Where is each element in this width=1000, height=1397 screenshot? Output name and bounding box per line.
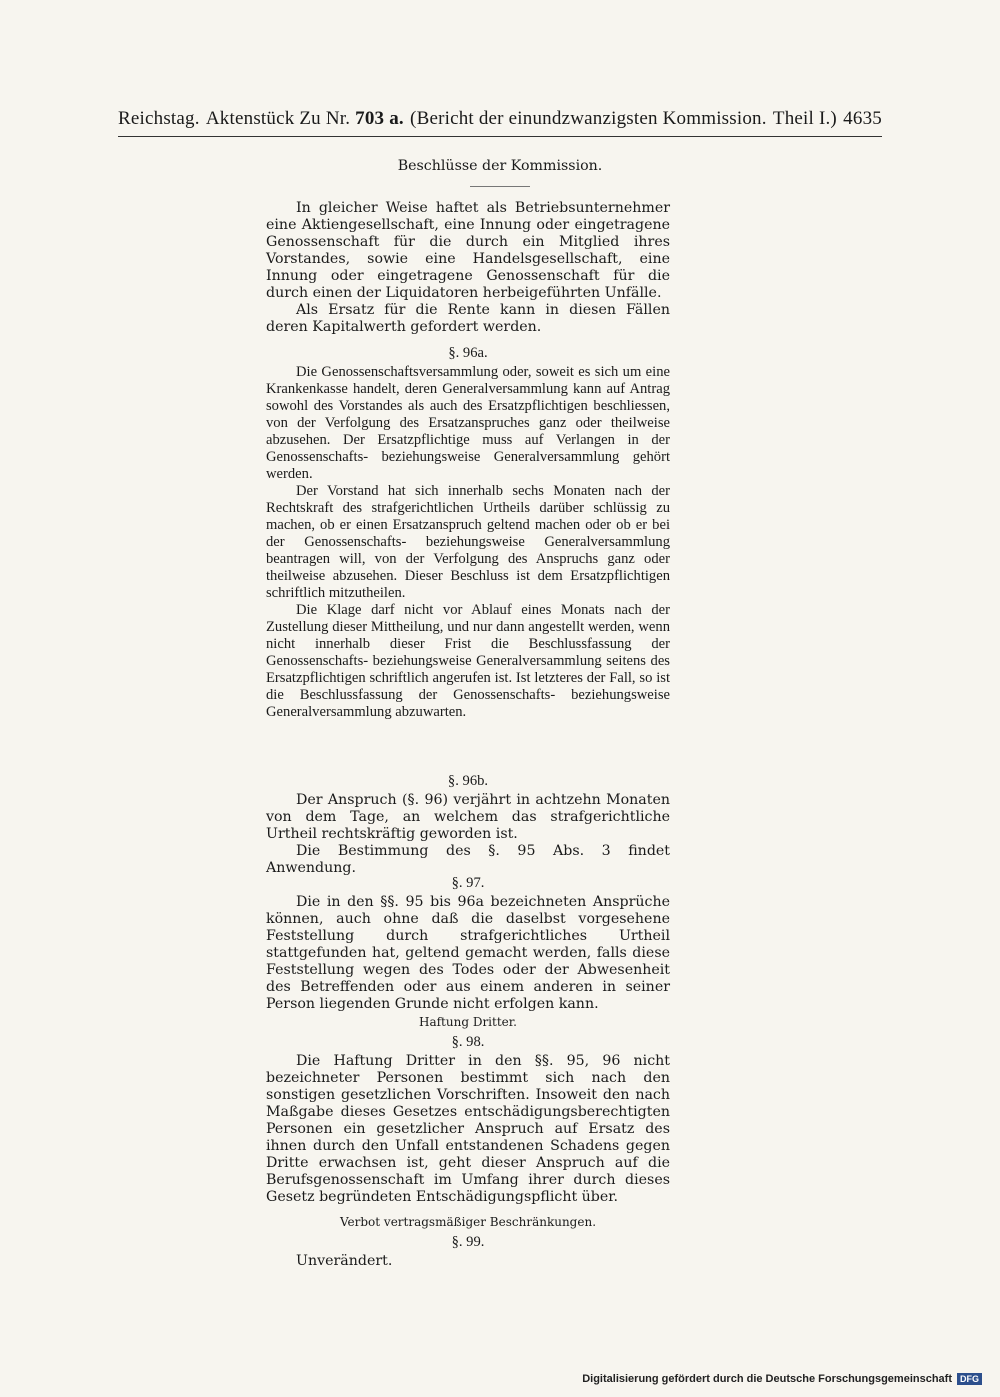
section-heading: §. 96b.: [447, 773, 489, 789]
page-number: 4635: [843, 108, 882, 129]
section-subtitle: Haftung Dritter.: [418, 1015, 517, 1029]
paragraph: Die in den §§. 95 bis 96a bezeichneten Ansprüche können, auch ohne daß die daselbst vorgesehene Feststellung durch strafgerichtliches Urtheil stattgefunden hat, geltend gemacht werden, falls diese Feststellung wegen des Todes oder der Abwesenheit des Betreffenden oder aus einem anderen in seiner Person liegenden Grunde nicht erfolgen kann.: [266, 894, 670, 1012]
section-heading: §. 98.: [451, 1034, 485, 1050]
header-rule: [118, 136, 882, 137]
section-heading: §. 96a.: [448, 345, 488, 361]
digitization-credit: [582, 1373, 982, 1385]
paragraph: In gleicher Weise haftet als Betriebsunternehmer eine Aktiengesellschaft, eine Innung oder eingetragene Genossenschaft für die durch ein Mitglied ihres Vorstandes, sowie eine Handelsgesellschaft, eine Innung oder eingetragene Genossenschaft für die durch einen der Liquidatoren herbeigeführten Unfälle.: [266, 200, 670, 301]
paragraph: Die Haftung Dritter in den §§. 95, 96 nicht bezeichneter Personen bestimmt sich nach den sonstigen gesetzlichen Vorschriften. Insoweit den nach Maßgabe dieses Gesetzes entschädigungsberechtigten Personen ein gesetzlicher Anspruch auf Ersatz des ihnen durch den Unfall entstandenen Schadens gegen Dritte erwachsen ist, geht dieser Anspruch auf die Berufsgenossenschaft im Umfang ihrer durch dieses Gesetz begründeten Entschädigungspflicht über.: [266, 1053, 670, 1205]
page-title: Beschlüsse der Kommission.: [397, 158, 603, 174]
credit-text: Digitalisierung gefördert durch die Deutsche Forschungsgemeinschaft: [582, 1373, 952, 1385]
section-98: [266, 1014, 670, 1206]
paragraph: Der Vorstand hat sich innerhalb sechs Monaten nach der Rechtskraft des strafgerichtlichen Urtheils darüber schlüssig zu machen, ob er einen Ersatzanspruch geltend machen oder ob er bei der Genossenschafts- beziehungsweise Generalversammlung beantragen will, von der Verfolgung des Anspruchs ganz oder theilweise abzusehen. Dieser Beschluss ist dem Ersatzpflichtigen schriftlich mitzutheilen.: [266, 483, 670, 601]
section-99: [266, 1214, 670, 1270]
title-rule: [470, 186, 530, 187]
header-aktenstueck: Aktenstück Zu Nr. 703 a.: [205, 108, 404, 129]
section-96a: [266, 342, 670, 721]
section-subtitle: Verbot vertragsmäßiger Beschränkungen.: [339, 1215, 597, 1229]
header-theil: Theil I.): [772, 108, 837, 129]
header-reichstag: Reichstag.: [118, 108, 200, 129]
paragraph: Unverändert.: [296, 1253, 393, 1269]
dfg-logo: DFG: [957, 1373, 982, 1385]
section-96b: [266, 770, 670, 877]
section-heading: §. 97.: [451, 875, 485, 891]
paragraph: Die Genossenschaftsversammlung oder, soweit es sich um eine Krankenkasse handelt, deren Generalversammlung kann auf Antrag sowohl des Vorstandes als auch des Ersatzpflichtigen beschliessen, von der Verfolgung des Ersatzanspruches ganz oder theilweise abzusehen. Der Ersatzpflichtige muss auf Verlangen in der Genossenschafts- beziehungsweise Generalversammlung gehört werden.: [266, 364, 670, 482]
block-1: [266, 200, 670, 336]
section-heading: §. 99.: [451, 1234, 485, 1250]
paragraph: Die Klage darf nicht vor Ablauf eines Monats nach der Zustellung dieser Mittheilung, und nur dann angestellt werden, wenn nicht innerhalb dieser Frist die Beschlussfassung der Genossenschafts- beziehungsweise Generalversammlung seitens des Ersatzpflichtigen schriftlich angerufen ist. Ist letzteres der Fall, so ist die Beschlussfassung der Genossenschafts- beziehungsweise Generalversammlung abzuwarten.: [266, 602, 670, 720]
paragraph: Die Bestimmung des §. 95 Abs. 3 findet Anwendung.: [266, 843, 670, 876]
header-bericht: (Bericht der einundzwanzigsten Kommission.: [410, 108, 767, 129]
paragraph: Als Ersatz für die Rente kann in diesen Fällen deren Kapitalwerth gefordert werden.: [266, 302, 670, 335]
paragraph: Der Anspruch (§. 96) verjährt in achtzehn Monaten von dem Tage, an welchem das strafgerichtliche Urtheil rechtskräftig geworden ist.: [266, 792, 670, 842]
section-97: [266, 872, 670, 1013]
running-header: [118, 108, 882, 130]
header-number: 703 a.: [355, 108, 404, 129]
